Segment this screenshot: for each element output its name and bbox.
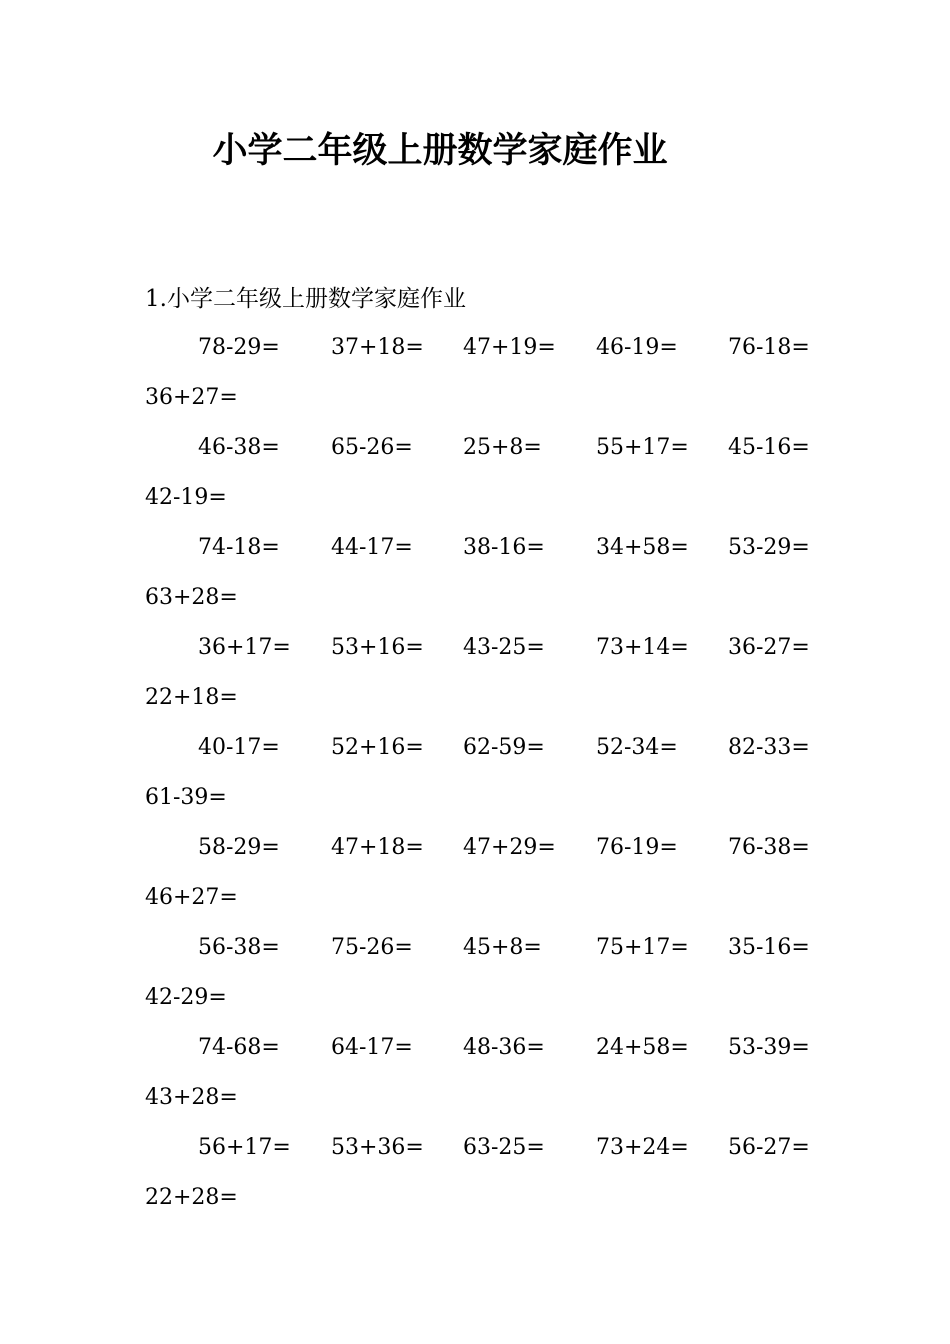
arithmetic-problem: 55+17=	[596, 435, 689, 460]
arithmetic-problem: 44-17=	[331, 535, 413, 560]
arithmetic-problem: 52+16=	[331, 735, 424, 760]
arithmetic-problem: 25+8=	[463, 435, 542, 460]
arithmetic-problem: 46+27=	[145, 885, 238, 910]
arithmetic-problem: 73+14=	[596, 635, 689, 660]
arithmetic-problem: 56+17=	[198, 1135, 291, 1160]
arithmetic-problem: 42-19=	[145, 485, 227, 510]
arithmetic-problem: 24+58=	[596, 1035, 689, 1060]
arithmetic-problem: 45-16=	[728, 435, 810, 460]
arithmetic-problem: 75+17=	[596, 935, 689, 960]
problem-row	[0, 830, 950, 930]
arithmetic-problem: 37+18=	[331, 335, 424, 360]
arithmetic-problem: 43-25=	[463, 635, 545, 660]
problem-list	[0, 330, 950, 1230]
arithmetic-problem: 36+27=	[145, 385, 238, 410]
problem-row	[0, 430, 950, 530]
arithmetic-problem: 53+16=	[331, 635, 424, 660]
problem-row	[0, 1130, 950, 1230]
problem-row	[0, 530, 950, 630]
arithmetic-problem: 48-36=	[463, 1035, 545, 1060]
section-heading: 1.小学二年级上册数学家庭作业	[145, 286, 466, 312]
arithmetic-problem: 56-38=	[198, 935, 280, 960]
arithmetic-problem: 53-39=	[728, 1035, 810, 1060]
arithmetic-problem: 73+24=	[596, 1135, 689, 1160]
arithmetic-problem: 22+18=	[145, 685, 238, 710]
arithmetic-problem: 46-19=	[596, 335, 678, 360]
arithmetic-problem: 36+17=	[198, 635, 291, 660]
arithmetic-problem: 43+28=	[145, 1085, 238, 1110]
arithmetic-problem: 76-18=	[728, 335, 810, 360]
problem-row	[0, 730, 950, 830]
arithmetic-problem: 76-38=	[728, 835, 810, 860]
arithmetic-problem: 42-29=	[145, 985, 227, 1010]
arithmetic-problem: 35-16=	[728, 935, 810, 960]
arithmetic-problem: 61-39=	[145, 785, 227, 810]
arithmetic-problem: 56-27=	[728, 1135, 810, 1160]
arithmetic-problem: 53-29=	[728, 535, 810, 560]
arithmetic-problem: 74-68=	[198, 1035, 280, 1060]
arithmetic-problem: 22+28=	[145, 1185, 238, 1210]
arithmetic-problem: 63+28=	[145, 585, 238, 610]
arithmetic-problem: 53+36=	[331, 1135, 424, 1160]
arithmetic-problem: 65-26=	[331, 435, 413, 460]
arithmetic-problem: 38-16=	[463, 535, 545, 560]
problem-row	[0, 330, 950, 430]
problem-row	[0, 630, 950, 730]
arithmetic-problem: 75-26=	[331, 935, 413, 960]
arithmetic-problem: 78-29=	[198, 335, 280, 360]
arithmetic-problem: 58-29=	[198, 835, 280, 860]
arithmetic-problem: 46-38=	[198, 435, 280, 460]
arithmetic-problem: 82-33=	[728, 735, 810, 760]
problem-row	[0, 930, 950, 1030]
arithmetic-problem: 36-27=	[728, 635, 810, 660]
arithmetic-problem: 45+8=	[463, 935, 542, 960]
arithmetic-problem: 47+18=	[331, 835, 424, 860]
arithmetic-problem: 40-17=	[198, 735, 280, 760]
problem-row	[0, 1030, 950, 1130]
arithmetic-problem: 52-34=	[596, 735, 678, 760]
arithmetic-problem: 76-19=	[596, 835, 678, 860]
arithmetic-problem: 62-59=	[463, 735, 545, 760]
arithmetic-problem: 47+29=	[463, 835, 556, 860]
arithmetic-problem: 34+58=	[596, 535, 689, 560]
arithmetic-problem: 64-17=	[331, 1035, 413, 1060]
page-title: 小学二年级上册数学家庭作业	[212, 131, 668, 171]
arithmetic-problem: 74-18=	[198, 535, 280, 560]
arithmetic-problem: 47+19=	[463, 335, 556, 360]
arithmetic-problem: 63-25=	[463, 1135, 545, 1160]
